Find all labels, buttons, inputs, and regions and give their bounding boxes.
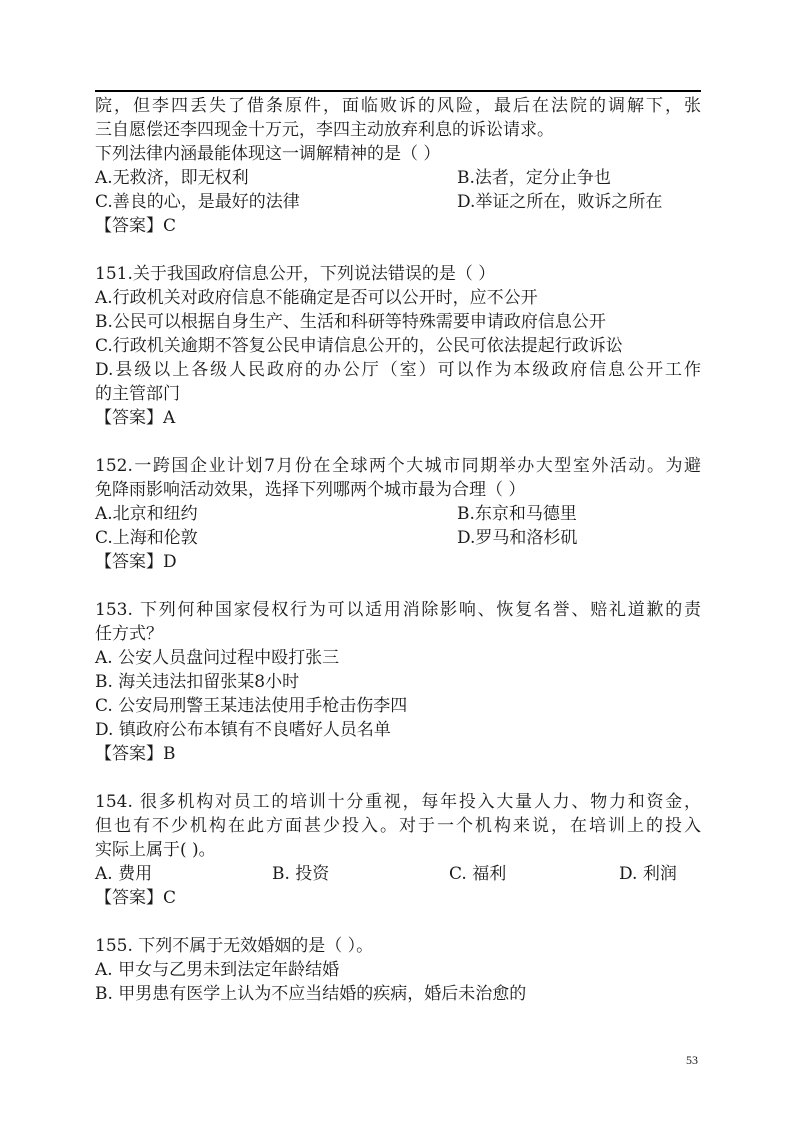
- option-d: D.罗马和洛杉矶: [457, 528, 578, 548]
- answer: 【答案】C: [95, 888, 177, 908]
- option-c: C. 公安局刑警王某违法使用手枪击伤李四: [95, 696, 408, 716]
- option-b: B. 海关违法扣留张某8小时: [95, 672, 300, 692]
- question-154-stem-continued: 但也有不少机构在此方面甚少投入。对于一个机构来说，在培训上的投入: [95, 816, 701, 836]
- option-d: D. 利润: [619, 864, 677, 884]
- question-154-options-row: [95, 862, 701, 886]
- answer: 【答案】A: [95, 408, 176, 428]
- answer: 【答案】D: [95, 552, 177, 572]
- header-rule: [95, 90, 701, 92]
- answer: 【答案】C: [95, 216, 177, 236]
- option-a: A. 费用: [95, 864, 153, 884]
- option-c: C.上海和伦敦: [95, 528, 198, 548]
- continuation-line-2: 三自愿偿还李四现金十万元，李四主动放弃利息的诉讼请求。: [95, 120, 554, 140]
- option-b: B.法者，定分止争也: [457, 168, 611, 188]
- continuation-options-row-2: [95, 190, 701, 214]
- continuation-options-row-1: [95, 166, 701, 190]
- option-a: A.行政机关对政府信息不能确定是否可以公开时，应不公开: [95, 288, 538, 308]
- option-b: B. 投资: [272, 864, 330, 884]
- question-151-stem: 151.关于我国政府信息公开，下列说法错误的是（ ）: [95, 264, 496, 284]
- option-c: C.行政机关逾期不答复公民申请信息公开的，公民可依法提起行政诉讼: [95, 336, 623, 356]
- option-a: A. 甲女与乙男未到法定年龄结婚: [95, 960, 340, 980]
- question-153-stem: 153. 下列何种国家侵权行为可以适用消除影响、恢复名誉、赔礼道歉的责: [95, 600, 701, 620]
- option-a: A.北京和纽约: [95, 504, 198, 524]
- question-152-stem-continued: 免降雨影响活动效果，选择下列哪两个城市最为合理（ ）: [95, 480, 526, 500]
- page-content: [95, 94, 701, 1006]
- option-d: D. 镇政府公布本镇有不良嗜好人员名单: [95, 720, 391, 740]
- continuation-question: 下列法律内涵最能体现这一调解精神的是（ ）: [95, 144, 441, 164]
- question-155-stem: 155. 下列不属于无效婚姻的是（ ）。: [95, 936, 374, 956]
- option-d: D.县级以上各级人民政府的办公厅（室）可以作为本级政府信息公开工作: [95, 360, 701, 380]
- option-d-continued: 的主管部门: [95, 384, 180, 404]
- question-152-options-row-2: [95, 526, 701, 550]
- question-154-stem: 154. 很多机构对员工的培训十分重视，每年投入大量人力、物力和资金，: [95, 792, 701, 812]
- option-b: B. 甲男患有医学上认为不应当结婚的疾病，婚后未治愈的: [95, 984, 527, 1004]
- option-b: B.东京和马德里: [457, 504, 577, 524]
- question-153-stem-continued: 任方式？: [95, 624, 163, 644]
- option-a: A.无救济，即无权利: [95, 168, 249, 188]
- question-152-options-row-1: [95, 502, 701, 526]
- option-c: C. 福利: [449, 864, 507, 884]
- option-c: C.善良的心，是最好的法律: [95, 192, 300, 212]
- option-b: B.公民可以根据自身生产、生活和科研等特殊需要申请政府信息公开: [95, 312, 606, 332]
- option-d: D.举证之所在，败诉之所在: [457, 192, 663, 212]
- continuation-line-1: 院，但李四丢失了借条原件，面临败诉的风险，最后在法院的调解下，张: [95, 96, 701, 116]
- option-a: A. 公安人员盘问过程中殴打张三: [95, 648, 340, 668]
- question-154-stem-end: 实际上属于( )。: [95, 840, 216, 860]
- question-152-stem: 152.一跨国企业计划7月份在全球两个大城市同期举办大型室外活动。为避: [95, 456, 701, 476]
- answer: 【答案】B: [95, 744, 176, 764]
- page-number: 53: [686, 1053, 698, 1067]
